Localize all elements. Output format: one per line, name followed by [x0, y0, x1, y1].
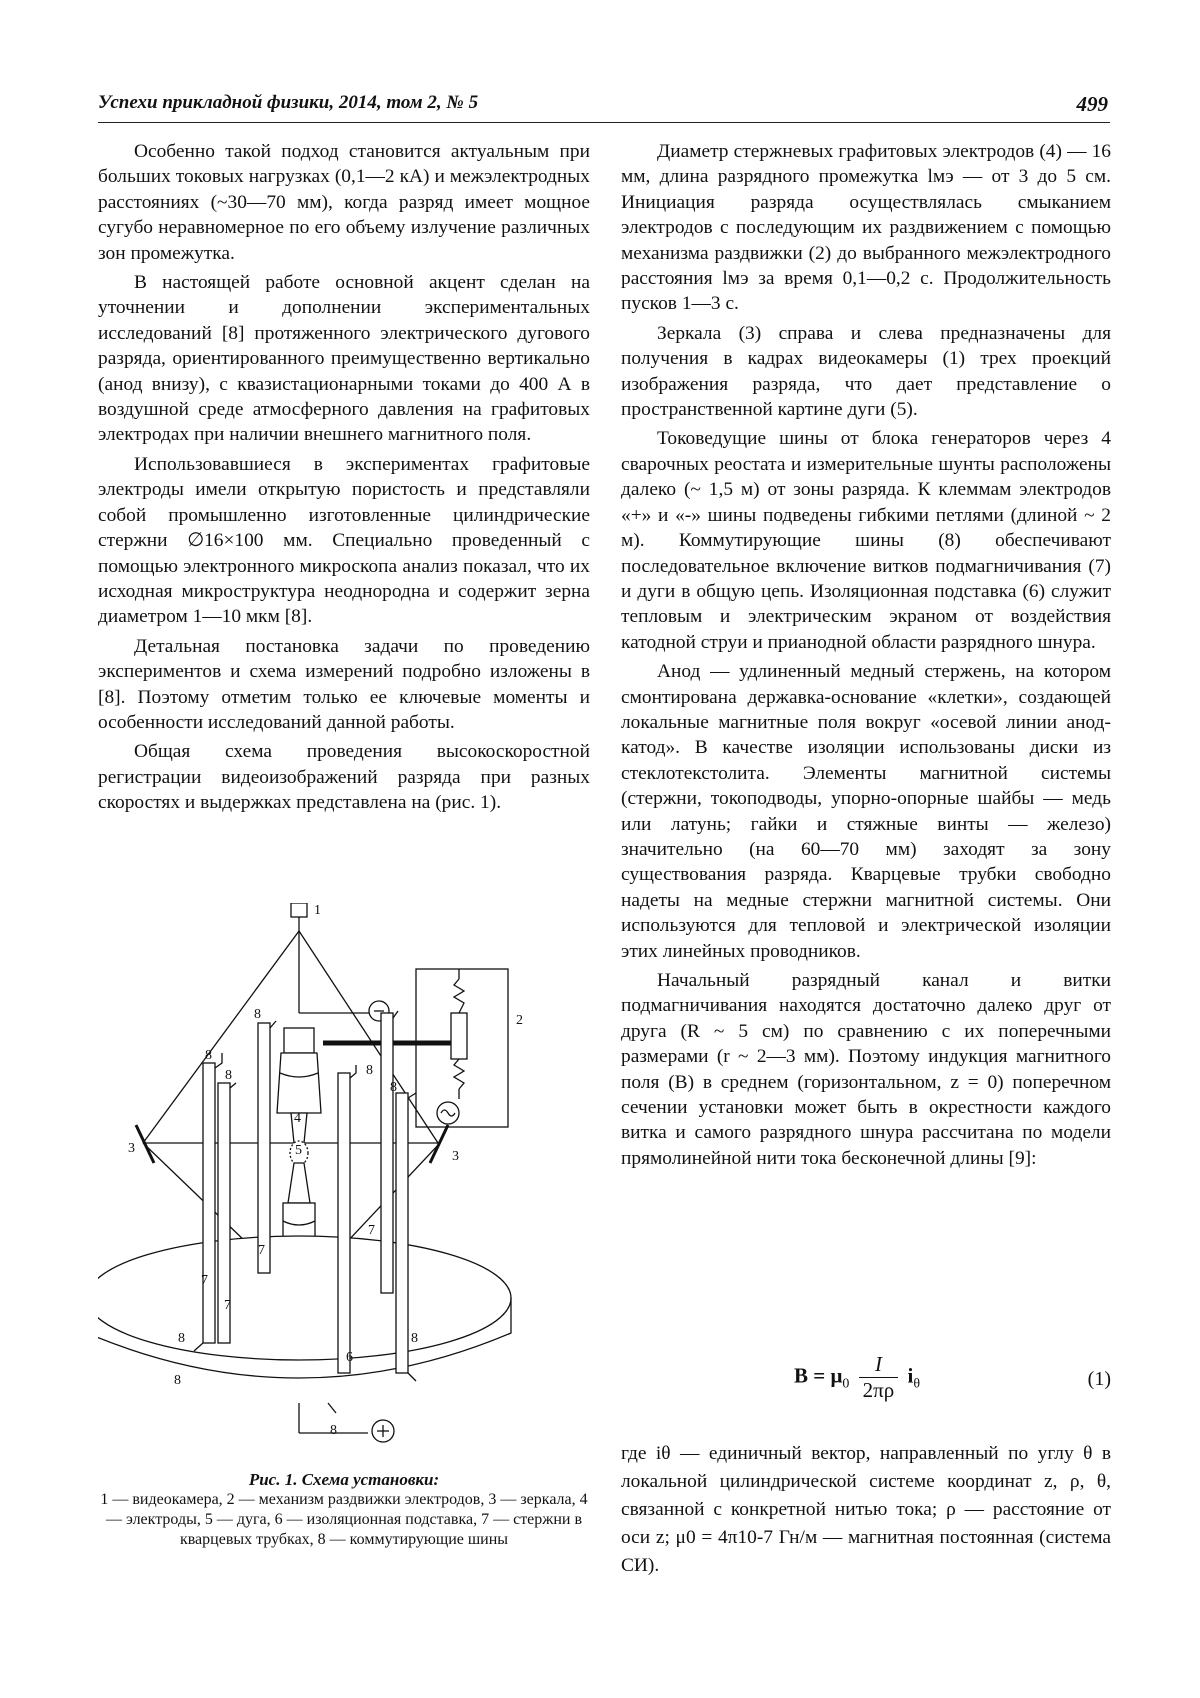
caption-text: 1 — видеокамера, 2 — механизм раздвижки электродов, 3 — зеркала, 4 — электроды, 5 — дуга, 6 — изоляционная подставка, 7 — стержни в кварцевых трубках, 8 — коммутирующие шины: [100, 1491, 588, 1548]
label-bus: 8: [254, 1007, 261, 1022]
label-bus: 8: [411, 1331, 418, 1346]
paragraph: Начальный разрядный канал и витки подмагничивания находятся достаточно далеко друг от друга (R ~ 5 см) по сравнению с их поперечными размерами (r ~ 2—3 мм). Поэтому индукция магнитного поля (B) в среднем (горизонтальном, z = 0) поперечном сечении установки может быть в окрестности каждого витка и самого разрядного шнура рассчитана по модели прямолинейной нити тока бесконечной длины [9]:: [621, 970, 1111, 1169]
label-mirror-right: 3: [452, 1149, 459, 1164]
page-number: 499: [1076, 92, 1108, 116]
equation-1: [621, 1352, 1111, 1412]
label-bus: 8: [178, 1331, 185, 1346]
equation-body: [794, 1352, 920, 1403]
label-rod: 7: [258, 1243, 265, 1258]
label-bus: 8: [366, 1063, 373, 1078]
equation-denominator: 2πρ: [862, 1378, 895, 1402]
caption-title: Рис. 1. Схема установки:: [248, 1470, 440, 1489]
label-bus: 8: [330, 1423, 337, 1438]
label-rod: 7: [201, 1273, 208, 1288]
equation-rhs: i: [907, 1363, 914, 1388]
equation-fraction: [859, 1352, 899, 1403]
paragraph: Использовавшиеся в экспериментах графитовые электроды имели открытую пористость и представляли собой промышленно изготовленные цилиндрические стержни ∅16×100 мм. Специально проведенный с помощью электронного микроскопа анализ показал, что их исходная микроструктура неоднородна и содержит зерна диаметром 1—10 мкм [8].: [98, 453, 590, 628]
label-camera: 1: [314, 903, 321, 918]
paragraph: Зеркала (3) справа и слева предназначены для получения в кадрах видеокамеры (1) трех проекций изображения разряда, что дает представление о пространственной картине дуги (5).: [621, 322, 1111, 421]
after-formula-text: [621, 1440, 1111, 1580]
journal-title: Успехи прикладной физики, 2014, том 2, № 5: [98, 92, 479, 113]
setup-diagram: [98, 903, 590, 1461]
equation-lhs: B = μ: [794, 1363, 843, 1388]
left-column: [98, 139, 590, 820]
paragraph: где iθ — единичный вектор, направленный по углу θ в локальной цилиндрической системе координат z, ρ, θ, связанной с конкретной нитью тока; ρ — расстояние от оси z; μ0 = 4π10-7 Гн/м — магнитная постоянная (система СИ).: [621, 1443, 1111, 1576]
label-bus: 8: [174, 1373, 181, 1388]
label-rod: 7: [224, 1298, 231, 1313]
equation-number: (1): [1087, 1368, 1111, 1390]
paragraph: Анод — удлиненный медный стержень, на котором смонтирована державка-основание «клетки», создающей локальные магнитные поля вокруг «осевой линии анод-катод». В качестве изоляции использованы диски из стеклотекстолита. Элементы магнитной системы (стержни, токоподводы, упорно-опорные шайбы — медь или латунь; гайки и стяжные винты — железо) значительно (на 60—70 мм) заходят за зону существования разряда. Кварцевые трубки свободно надеты на медные стержни магнитной системы. Они используются для тепловой и электрической изоляции этих линейных проводников.: [621, 661, 1111, 962]
label-rod: 7: [368, 1223, 375, 1238]
paragraph: Детальная постановка задачи по проведению экспериментов и схема измерений подробно изложены в [8]. Поэтому отметим только ее ключевые моменты и особенности исследований данной работы.: [98, 635, 590, 733]
paragraph: Токоведущие шины от блока генераторов через 4 сварочных реостата и измерительные шунты расположены далеко (~ 1,5 м) от зоны разряда. К клеммам электродов «+» и «-» шины подведены гибкими петлями (длиной ~ 2 м). Коммутирующие шины (8) обеспечивают последовательное включение витков подмагничивания (7) и дуги в общую цепь. Изоляционная подставка (6) служит тепловым и электрическим экраном от воздействия катодной струи и прианодной области разрядного шнура.: [621, 428, 1111, 653]
equation-mu-sub: 0: [842, 1376, 850, 1392]
paragraph: В настоящей работе основной акцент сделан на уточнении и дополнении экспериментальных исследований [8] протяженного электрического дугового разряда, ориентированного преимущественно вертикально (анод внизу), с квазистационарными токами до 400 А в воздушной среде атмосферного давления на графитовых электродах при наличии внешнего магнитного поля.: [98, 272, 590, 446]
running-header: [98, 92, 1108, 120]
label-mechanism: 2: [516, 1013, 523, 1028]
label-mirror-left: 3: [128, 1141, 135, 1156]
right-column: [621, 139, 1111, 1175]
label-arc: 5: [295, 1143, 302, 1158]
header-rule: [98, 122, 1110, 123]
equation-rhs-sub: θ: [913, 1376, 921, 1392]
label-bus: 8: [390, 1080, 397, 1095]
label-bus: 8: [225, 1068, 232, 1083]
equation-numerator: I: [859, 1352, 899, 1378]
label-bus: 8: [205, 1048, 212, 1063]
figure-caption: [98, 1470, 590, 1550]
label-base: 6: [346, 1350, 353, 1365]
paragraph: Диаметр стержневых графитовых электродов (4) — 16 мм, длина разрядного промежутка lмэ — от 3 до 5 см. Инициация разряда осуществлялась смыканием электродов с последующим их раздвижением с помощью механизма раздвижки (2) до выбранного межэлектродного расстояния lмэ за время 0,1—0,2 с. Продолжительность пусков 1—3 с.: [621, 141, 1111, 315]
paragraph: Особенно такой подход становится актуальным при больших токовых нагрузках (0,1—2 кА) и межэлектродных расстояниях (~30—70 мм), когда разряд имеет мощное сугубо неравномерное по его объему излучение различных зон промежутка.: [98, 141, 590, 264]
label-electrode: 4: [294, 1111, 301, 1126]
paragraph: Общая схема проведения высокоскоростной регистрации видеоизображений разряда при разных скоростях и выдержках представлена на (рис. 1).: [98, 741, 590, 814]
